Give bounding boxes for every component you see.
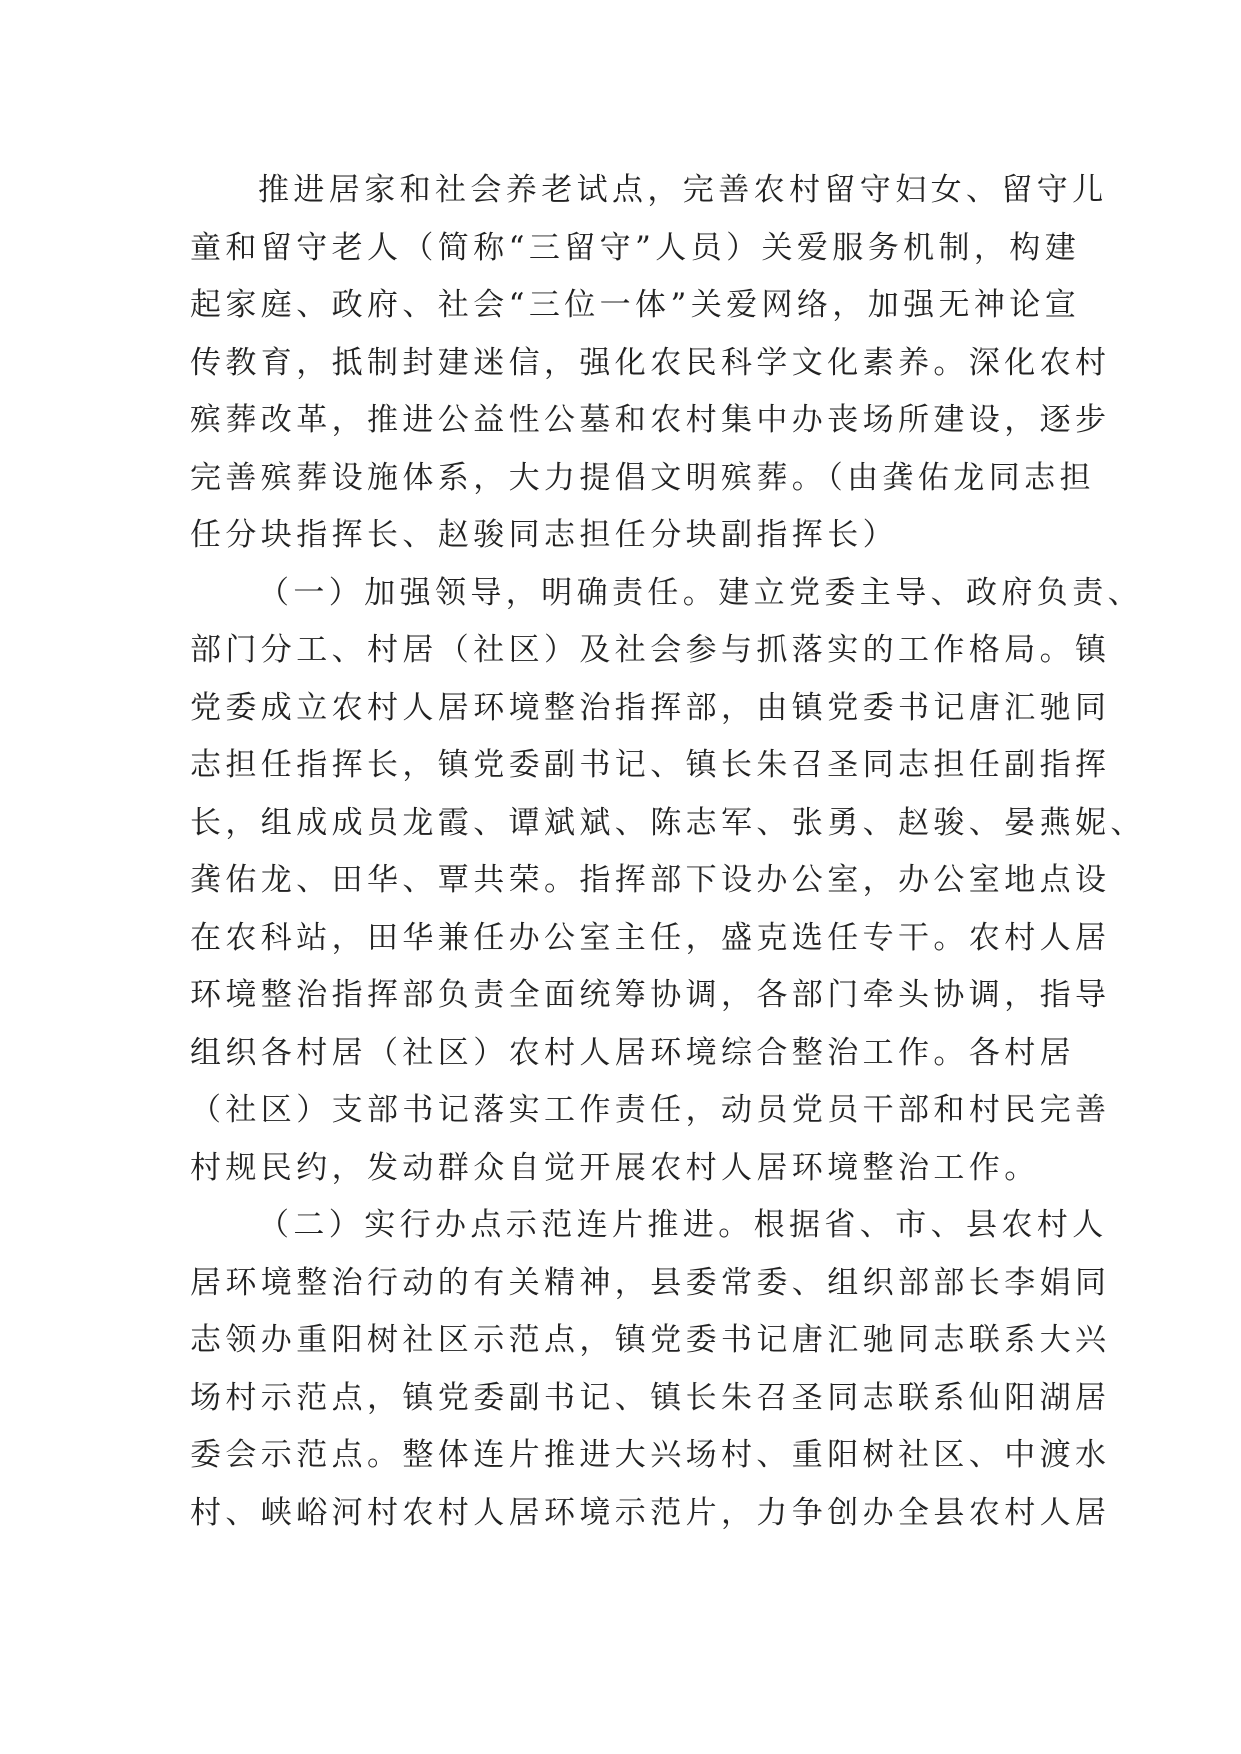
document-body [190, 162, 1146, 1542]
text-line: 殡葬改革，推进公益性公墓和农村集中办丧场所建设，逐步 [190, 402, 1111, 438]
text-line: （社区）支部书记落实工作责任，动员党员干部和村民完善 [190, 1092, 1111, 1128]
text-line: 委会示范点。整体连片推进大兴场村、重阳树社区、中渡水 [190, 1437, 1111, 1473]
text-line: 传教育，抵制封建迷信，强化农民科学文化素养。深化农村 [190, 344, 1111, 381]
paragraph-elderly-care [190, 162, 1111, 565]
text-line: 推进居家和社会养老试点，完善农村留守妇女、留守儿 [258, 172, 1108, 208]
text-line: 环境整治指挥部负责全面统筹协调，各部门牵头协调，指导 [190, 977, 1111, 1013]
text-line: 起家庭、政府、社会“三位一体”关爱网络，加强无神论宣 [190, 287, 1081, 323]
paragraph-demonstration [190, 1197, 1111, 1542]
text-line: 任分块指挥长、赵骏同志担任分块副指挥长） [190, 517, 898, 553]
text-line: 党委成立农村人居环境整治指挥部，由镇党委书记唐汇驰同 [190, 689, 1111, 726]
text-line: 长，组成成员龙霞、谭斌斌、陈志军、张勇、赵骏、晏燕妮、 [190, 804, 1146, 841]
text-line: 志担任指挥长，镇党委副书记、镇长朱召圣同志担任副指挥 [190, 747, 1111, 783]
text-line: 志领办重阳树社区示范点，镇党委书记唐汇驰同志联系大兴 [190, 1322, 1111, 1358]
text-line: （一）加强领导，明确责任。建立党委主导、政府负责、 [258, 574, 1143, 611]
text-line: 居环境整治行动的有关精神，县委常委、组织部部长李娟同 [190, 1264, 1111, 1301]
text-line: 组织各村居（社区）农村人居环境综合整治工作。各村居 [190, 1034, 1075, 1071]
text-line: 在农科站，田华兼任办公室主任，盛克选任专干。农村人居 [190, 919, 1111, 956]
text-line: 村规民约，发动群众自觉开展农村人居环境整治工作。 [190, 1149, 1040, 1186]
text-line: 龚佑龙、田华、覃共荣。指挥部下设办公室，办公室地点设 [190, 862, 1111, 898]
paragraph-leadership [190, 565, 1146, 1198]
text-line: 村、峡峪河村农村人居环境示范片，力争创办全县农村人居 [190, 1494, 1111, 1531]
text-line: 完善殡葬设施体系，大力提倡文明殡葬。（由龚佑龙同志担 [190, 459, 1095, 496]
text-line: 童和留守老人（简称“三留守”人员）关爱服务机制，构建 [190, 229, 1081, 266]
text-line: 场村示范点，镇党委副书记、镇长朱召圣同志联系仙阳湖居 [190, 1379, 1111, 1416]
text-line: 部门分工、村居（社区）及社会参与抓落实的工作格局。镇 [190, 632, 1111, 668]
text-line: （二）实行办点示范连片推进。根据省、市、县农村人 [258, 1207, 1108, 1243]
